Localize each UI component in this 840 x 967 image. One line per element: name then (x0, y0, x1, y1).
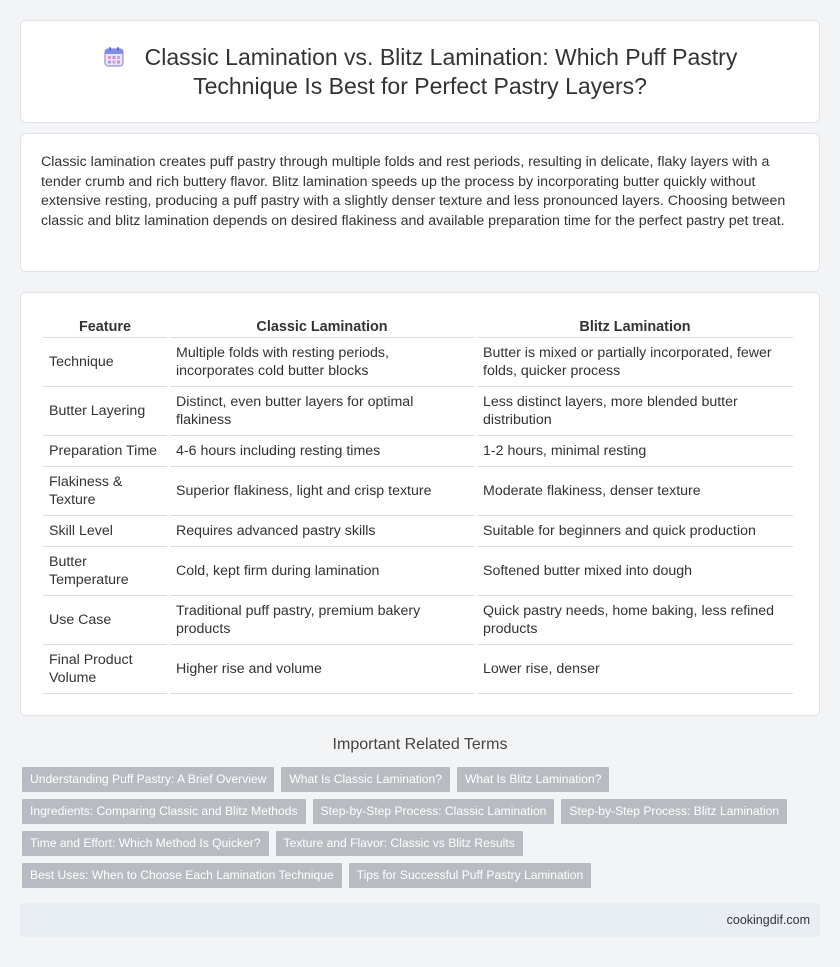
table-row (43, 516, 793, 547)
blitz-cell: Softened butter mixed into dough (477, 547, 793, 596)
table-header-row (43, 317, 793, 338)
classic-cell: Cold, kept firm during lamination (170, 547, 474, 596)
title-line-1: Classic Lamination vs. Blitz Lamination: Which Puff Pastry (144, 44, 738, 70)
calendar-icon (103, 46, 125, 68)
table-row (43, 436, 793, 467)
table-row (43, 387, 793, 436)
related-tag[interactable]: What Is Blitz Lamination? (457, 767, 609, 792)
footer (20, 903, 820, 937)
classic-cell: Requires advanced pastry skills (170, 516, 474, 547)
classic-cell: Superior flakiness, light and crisp texture (170, 467, 474, 516)
classic-cell: Multiple folds with resting periods, incorporates cold butter blocks (170, 338, 474, 387)
blitz-cell: Suitable for beginners and quick production (477, 516, 793, 547)
related-tag[interactable]: Time and Effort: Which Method Is Quicker? (22, 831, 269, 856)
feature-cell: Final Product Volume (43, 645, 167, 694)
table-row (43, 338, 793, 387)
title-line-2: Technique Is Best for Perfect Pastry Layers? (193, 73, 647, 99)
related-tag[interactable]: Step-by-Step Process: Blitz Lamination (561, 799, 787, 824)
related-tag[interactable]: Best Uses: When to Choose Each Lamination Technique (22, 863, 342, 888)
table-row (43, 596, 793, 645)
classic-cell: Distinct, even butter layers for optimal flakiness (170, 387, 474, 436)
feature-cell: Use Case (43, 596, 167, 645)
table-row (43, 645, 793, 694)
feature-cell: Technique (43, 338, 167, 387)
blitz-cell: Moderate flakiness, denser texture (477, 467, 793, 516)
related-terms-heading: Important Related Terms (332, 736, 508, 753)
table-row (43, 467, 793, 516)
feature-cell: Butter Layering (43, 387, 167, 436)
related-tag[interactable]: Texture and Flavor: Classic vs Blitz Results (276, 831, 523, 856)
header-classic: Classic Lamination (170, 317, 474, 338)
related-tag[interactable]: Step-by-Step Process: Classic Lamination (313, 799, 555, 824)
blitz-cell: Lower rise, denser (477, 645, 793, 694)
table-row (43, 547, 793, 596)
classic-cell: Traditional puff pastry, premium bakery products (170, 596, 474, 645)
classic-cell: 4-6 hours including resting times (170, 436, 474, 467)
intro-paragraph: Classic lamination creates puff pastry through multiple folds and rest periods, resulting in delicate, flaky layers with a tender crumb and rich buttery flavor. Blitz lamination speeds up the process by incorporating butter quickly without extensive resting, producing a puff pastry with a slightly denser texture and less pronounced layers. Choosing between classic and blitz lamination depends on desired flakiness and available preparation time for the perfect pastry pet treat. (41, 154, 786, 229)
page-title (61, 43, 779, 101)
header-blitz: Blitz Lamination (477, 317, 793, 338)
related-tag[interactable]: What Is Classic Lamination? (281, 767, 450, 792)
feature-cell: Butter Temperature (43, 547, 167, 596)
blitz-cell: Butter is mixed or partially incorporated, fewer folds, quicker process (477, 338, 793, 387)
related-tag[interactable]: Understanding Puff Pastry: A Brief Overview (22, 767, 274, 792)
blitz-cell: 1-2 hours, minimal resting (477, 436, 793, 467)
related-tag[interactable]: Tips for Successful Puff Pastry Lamination (349, 863, 592, 888)
comparison-table (40, 317, 796, 694)
comparison-table-card (20, 292, 820, 716)
related-tag[interactable]: Ingredients: Comparing Classic and Blitz Methods (22, 799, 306, 824)
related-terms-tags (22, 767, 822, 895)
blitz-cell: Quick pastry needs, home baking, less refined products (477, 596, 793, 645)
site-link[interactable]: cookingdif.com (726, 913, 810, 927)
blitz-cell: Less distinct layers, more blended butter distribution (477, 387, 793, 436)
title-card (20, 20, 820, 123)
feature-cell: Flakiness & Texture (43, 467, 167, 516)
header-feature: Feature (43, 317, 167, 338)
classic-cell: Higher rise and volume (170, 645, 474, 694)
intro-card (20, 133, 820, 272)
feature-cell: Preparation Time (43, 436, 167, 467)
feature-cell: Skill Level (43, 516, 167, 547)
